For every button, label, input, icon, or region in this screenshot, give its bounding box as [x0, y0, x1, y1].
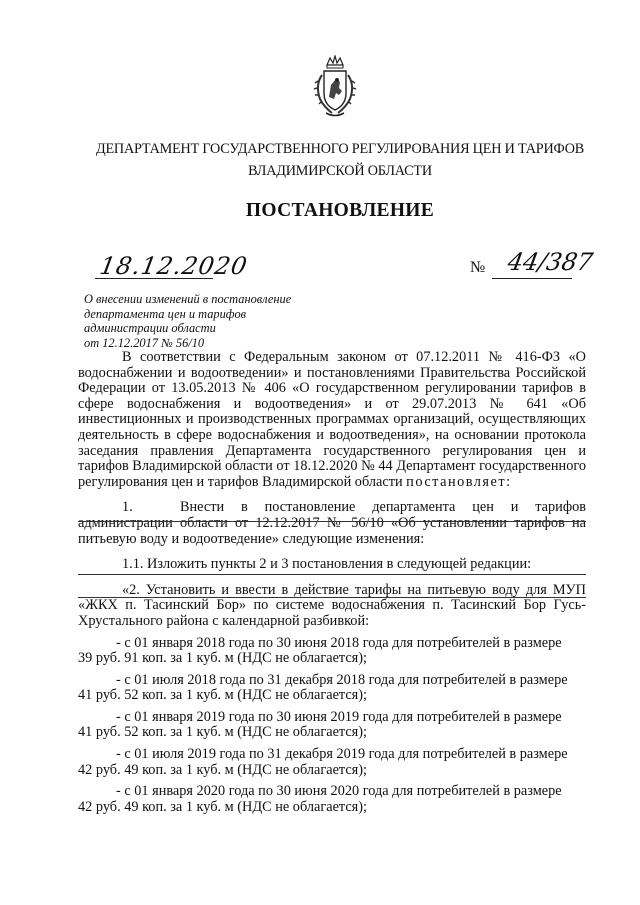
document-body: [78, 350, 586, 815]
subject-line: О внесении изменений в постановление: [84, 292, 292, 306]
tariff-price: 41 руб. 52 коп. за 1 куб. м (НДС не облагается);: [78, 724, 367, 741]
separator-line: [78, 574, 586, 575]
document-subject: [84, 292, 291, 350]
preamble-paragraph: [78, 350, 586, 490]
tariff-period: - с 01 января 2019 года по 30 июня 2019 года для потребителей в размере: [116, 708, 562, 725]
tariff-price: 42 руб. 49 коп. за 1 куб. м (НДС не облагается);: [78, 798, 367, 815]
preamble-verb: постановляет:: [406, 473, 512, 490]
preamble-text: В соответствии с Федеральным законом от 07.12.2011 № 416-ФЗ «О водоснабжении и водоотведении» и постановлениями Правительства Российской Федерации от 13.05.2013 № 406 «О государственном регулировании тарифов в сфере водоснабжения и водоотведения» и от 29.07.2013 № 641 «Об инвестиционных и производственных программах организаций, осуществляющих деятельность в сфере водоснабжения и водоотведения», на основании протокола заседания правления Департамента государственного регулирования цен и тарифов Владимирской области от 18.12.2020 № 44 Департамент государственного регулирования цен и тарифов Владимирской области: [78, 349, 586, 490]
tariff-period: - с 01 января 2018 года по 30 июня 2018 года для потребителей в размере: [116, 634, 562, 651]
tariff-period: - с 01 июля 2019 года по 31 декабря 2019 года для потребителей в размере: [116, 746, 568, 763]
number-sign: №: [470, 259, 486, 276]
item-1-number: 1.: [122, 499, 133, 516]
subject-line: департамента цен и тарифов: [84, 306, 247, 321]
tariff-list: [78, 636, 586, 816]
tariff-price: 39 руб. 91 коп. за 1 куб. м (НДС не облагается);: [78, 650, 367, 667]
vladimir-region-coat-of-arms-icon: [312, 55, 358, 119]
subject-line: от 12.12.2017 № 56/10: [84, 335, 205, 350]
department-name-line1: ДЕПАРТАМЕНТ ГОСУДАРСТВЕННОГО РЕГУЛИРОВАНИЯ ЦЕН И ТАРИФОВ: [95, 141, 585, 157]
separator-line: [78, 597, 586, 598]
item-1-text: Внести в постановление департамента цен и тарифов администрации области от 12.12.2017 № 56/10 «Об установлении тарифов на питьевую воду и водоотведение» следующие изменения:: [78, 499, 586, 547]
department-name-line2: ВЛАДИМИРСКОЙ ОБЛАСТИ: [248, 163, 432, 179]
item-1-paragraph: [78, 500, 586, 547]
document-title: ПОСТАНОВЛЕНИЕ: [245, 200, 435, 221]
tariff-period: - с 01 июля 2018 года по 31 декабря 2018 года для потребителей в размере: [116, 671, 568, 688]
tariff-period: - с 01 января 2020 года по 30 июня 2020 года для потребителей в размере: [116, 783, 562, 800]
separator-line: [78, 521, 586, 522]
date-underline: [95, 278, 213, 279]
item-2-intro: «2. Установить и ввести в действие тарифы на питьевую воду для МУП «ЖКХ п. Тасинский Бор» по системе водоснабжения п. Тасинский Бор Гусь-Хрустального района с календарной разбивкой:: [78, 581, 586, 629]
document-number: 44/387: [505, 248, 595, 276]
number-underline: [492, 278, 572, 279]
tariff-price: 41 руб. 52 коп. за 1 куб. м (НДС не облагается);: [78, 687, 367, 704]
tariff-price: 42 руб. 49 коп. за 1 куб. м (НДС не облагается);: [78, 761, 367, 778]
subject-line: администрации области: [84, 321, 216, 335]
document-date: 18.12.2020: [97, 252, 250, 280]
item-1-1-paragraph: 1.1. Изложить пункты 2 и 3 постановления в следующей редакции:: [122, 556, 532, 573]
